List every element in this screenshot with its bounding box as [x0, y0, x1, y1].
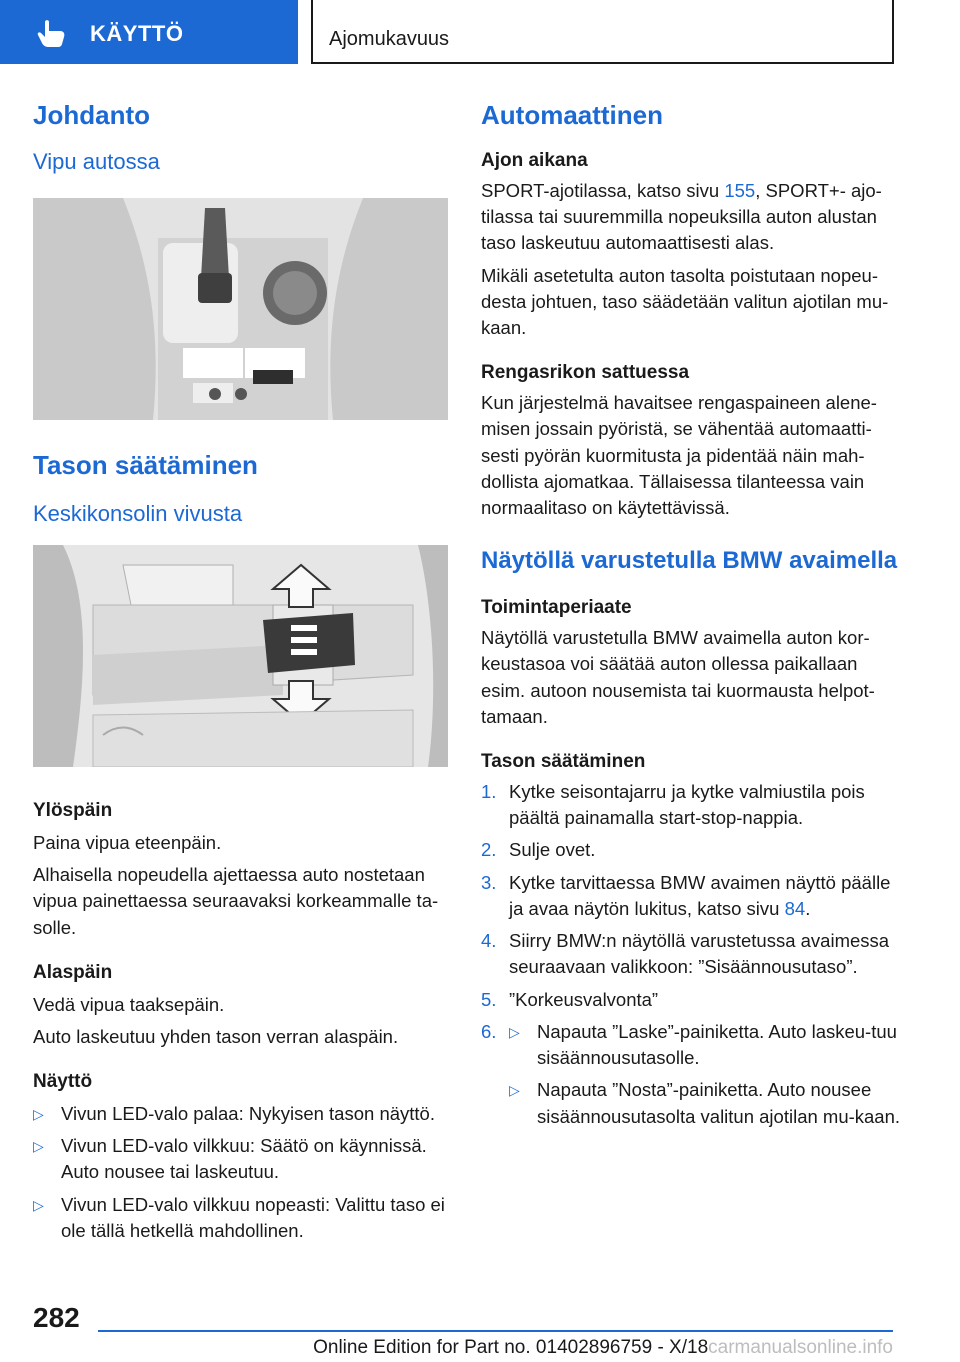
triangle-bullet-icon: ▷ [33, 1196, 44, 1213]
substep-item: ▷ Napauta ”Nosta”-painiketta. Auto nousee sisäännousutasolta valitun ajotilan mu-kaan. [509, 1079, 901, 1127]
heading-johdanto: Johdanto [33, 100, 150, 130]
list-item: ▷ Vivun LED-valo vilkkuu: Säätö on käynnissä. Auto nousee tai laskeutuu. [33, 1135, 427, 1183]
down-instruction: Vedä vipua taaksepäin. [33, 993, 225, 1015]
section-tab [0, 0, 298, 64]
substep-item: ▷ Napauta ”Laske”-painiketta. Auto laskeu-tuu sisäännousutasolle. [509, 1020, 897, 1069]
up-description: Alhaisella nopeudella ajettaessa auto nostetaan vipua painettaessa seuraavaksi korkeammalle ta-solle. [33, 864, 439, 938]
triangle-bullet-icon: ▷ [33, 1105, 44, 1122]
heading-down: Alaspäin [33, 961, 113, 983]
heading-adjust-level: Tason säätäminen [33, 449, 258, 480]
display-list [33, 1101, 448, 1244]
section-tab-label: KÄYTTÖ [90, 21, 184, 46]
step-item: 2. Sulje ovet. [481, 839, 596, 861]
triangle-bullet-icon: ▷ [509, 1082, 520, 1099]
heading-adjust-steps: Tason säätäminen [481, 751, 646, 773]
heading-up: Ylöspäin [33, 800, 113, 822]
figure-console-lever [33, 545, 448, 767]
breadcrumb [311, 0, 894, 64]
step-item: 6. ▷ Napauta ”Laske”-painiketta. Auto laskeu-tuu sisäännousutasolle. ▷ Napauta ”Nosta”-painiketta. Auto nousee sisäännousutasolta valitun ajotilan mu-kaan. [481, 1019, 901, 1130]
heading-while-driving: Ajon aikana [481, 150, 588, 172]
left-column [33, 100, 448, 1244]
substep-list [509, 1019, 901, 1130]
heading-bmw-key: Näytöllä varustetulla BMW avaimella [481, 547, 898, 575]
breadcrumb-text: Ajomukavuus [329, 28, 450, 50]
triangle-bullet-icon: ▷ [509, 1023, 520, 1040]
hand-pointer-icon [36, 18, 70, 48]
subheading-lever: Vipu autossa [33, 149, 160, 175]
heading-automatic: Automaattinen [481, 100, 663, 130]
tyre-paragraph: Kun järjestelmä havaitsee rengaspaineen alene-misen jossain pyöristä, se vähentää automaatti-sesti pyörän kuormitusta ja pidentää näin mah-dollista ajomatkaa. Tällaisessa tilanteessa vain normaalitaso on käytettävissä. [481, 392, 877, 519]
gear-lever-illustration [33, 198, 448, 420]
list-item: ▷ Vivun LED-valo palaa: Nykyisen tason näyttö. [33, 1101, 448, 1127]
driving-paragraph-2: Mikäli asetetulta auton tasolta poistutaan nopeu-desta johtuen, taso säädetään valitun ajotilan mu-kaan. [481, 264, 889, 339]
right-column [481, 100, 901, 1130]
page-link-84[interactable]: 84 [784, 897, 806, 919]
watermark: carmanualsonline.info [708, 1337, 893, 1358]
console-lever-illustration [33, 545, 448, 767]
step-item: 3. Kytke tarvittaessa BMW avaimen näyttö päälle ja avaa näytön lukitus, katso sivu 84. [481, 871, 891, 919]
figure-gear-lever [33, 198, 448, 420]
page-number: 282 [33, 1302, 80, 1333]
steps-list [481, 779, 901, 1130]
driving-paragraph: SPORT-ajotilassa, katso sivu 155, SPORT+- ajo-tilassa tai suuremmilla nopeuksilla auton alustan taso laskeutuu automaattisesti alas. [481, 179, 882, 254]
up-instruction: Paina vipua eteenpäin. [33, 831, 222, 853]
down-description: Auto laskeutuu yhden tason verran alaspäin. [33, 1025, 399, 1047]
heading-flat-tyre: Rengasrikon sattuessa [481, 362, 690, 384]
heading-display: Näyttö [33, 1071, 93, 1093]
step-item: 4. Siirry BMW:n näytöllä varustetussa avaimessa seuraavaan valikkoon: ”Sisäännousutaso”. [481, 930, 890, 978]
step-item: 5. ”Korkeusvalvonta” [481, 988, 659, 1010]
heading-principle: Toimintaperiaate [481, 597, 632, 619]
subheading-center-console: Keskikonsolin vivusta [33, 500, 243, 526]
list-item: ▷ Vivun LED-valo vilkkuu nopeasti: Valittu taso ei ole tällä hetkellä mahdollinen. [33, 1193, 445, 1241]
footer-edition: Online Edition for Part no. 01402896759 - X/18carmanualsonline.info [313, 1337, 893, 1358]
footer-divider [98, 1330, 893, 1332]
triangle-bullet-icon: ▷ [33, 1138, 44, 1155]
principle-paragraph: Näytöllä varustetulla BMW avaimella auton kor-keustasoa voi säätää auton ollessa paikallaan esim. autoon nousemista tai kuormausta helpot-tamaan. [481, 626, 875, 727]
step-item: 1. Kytke seisontajarru ja kytke valmiustila pois päältä painamalla start-stop-nappia. [481, 780, 865, 828]
page-link-155[interactable]: 155 [724, 179, 756, 201]
